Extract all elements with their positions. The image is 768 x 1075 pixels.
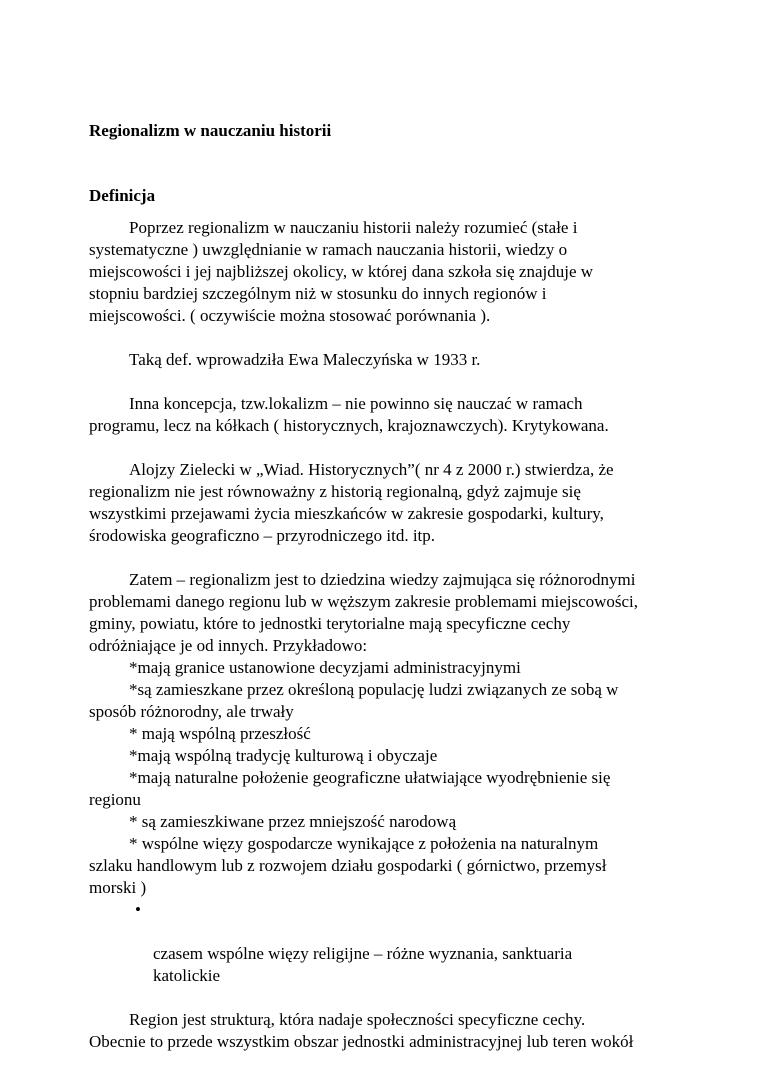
list-item: *są zamieszkane przez określoną populację ludzi związanych ze sobą w sposób różnorodny, ale trwały (89, 680, 619, 721)
paragraph-zielecki: Alojzy Zielecki w „Wiad. Historycznych”( nr 4 z 2000 r.) stwierdza, że regionalizm nie jest równoważny z historią regionalną, gdyż zajmuje się wszystkimi przejawami życia mieszkańców w zakresie gospodarki, kultury, środowiska geograficzno – przyrodniczego itd. itp. (89, 460, 614, 545)
paragraph-lokalizm: Inna koncepcja, tzw.lokalizm – nie powinno się nauczać w ramach programu, lecz na kółkach ( historycznych, krajoznawczych). Krytykowana. (89, 394, 609, 435)
document-title: Regionalizm w nauczaniu historii (89, 121, 332, 140)
paragraph-intro: Zatem – regionalizm jest to dziedzina wiedzy zajmująca się różnorodnymi problemami danego regionu lub w węższym zakresie problemami miejscowości, gminy, powiatu, które to jednostki terytorialne mają specyficzne cechy odróżniające je od innych. Przykładowo: (89, 570, 639, 655)
section-heading-definicja: Definicja (89, 186, 156, 205)
paragraph-region: Region jest strukturą, która nadaje społeczności specyficzne cechy. Obecnie to przede wszystkim obszar jednostki administracyjnej lub teren wokół (89, 1010, 634, 1051)
document-body (89, 217, 689, 1075)
bullet-item-text: czasem wspólne więzy religijne – różne wyznania, sanktuaria katolickie (153, 944, 573, 985)
paragraph-maleczynska: Taką def. wprowadziła Ewa Maleczyńska w 1933 r. (129, 350, 481, 369)
bullet-item (89, 899, 689, 987)
list-item: * mają wspólną przeszłość (129, 724, 311, 743)
features-list (89, 569, 689, 899)
list-item: *mają wspólną tradycję kulturową i obyczaje (129, 746, 438, 765)
list-item: * są zamieszkiwane przez mniejszość narodową (129, 812, 457, 831)
list-item: *mają naturalne położenie geograficzne ułatwiające wyodrębnienie się regionu (89, 768, 611, 809)
bullet-list (89, 899, 689, 987)
bullet-icon: • (135, 900, 141, 919)
list-item: * wspólne więzy gospodarcze wynikające z położenia na naturalnym szlaku handlowym lub z rozwojem działu gospodarki ( górnictwo, przemysł morski ) (89, 834, 607, 897)
paragraph-definition: Poprzez regionalizm w nauczaniu historii należy rozumieć (stałe i systematyczne ) uwzględnianie w ramach nauczania historii, wiedzy o miejscowości i jej najbliższej okolicy, w której dana szkoła się znajduje w stopniu bardziej szczególnym niż w stosunku do innych regionów i miejscowości. ( oczywiście można stosować porównania ). (89, 218, 594, 325)
list-item: *mają granice ustanowione decyzjami administracyjnymi (129, 658, 521, 677)
